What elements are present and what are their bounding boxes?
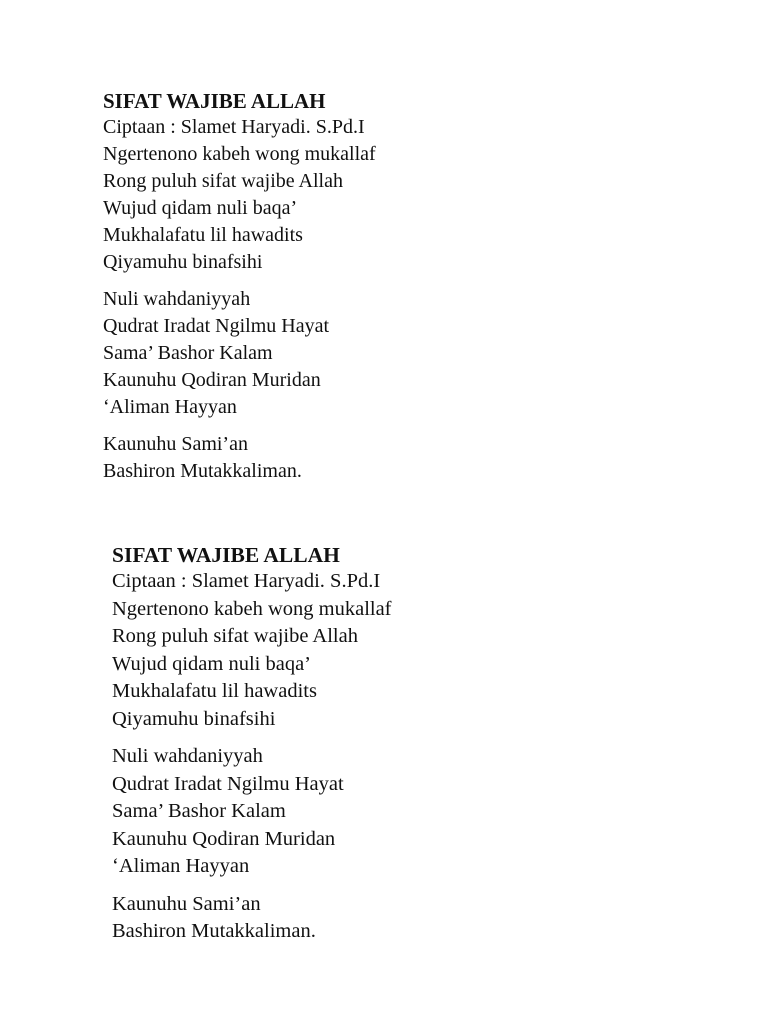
lyric-line: Bashiron Mutakkaliman. — [112, 920, 316, 942]
lyric-line: Qiyamuhu binafsihi — [103, 251, 263, 273]
lyric-title: SIFAT WAJIBE ALLAH — [112, 543, 340, 567]
lyric-line: Kaunuhu Qodiran Muridan — [103, 369, 321, 391]
stanza-spacer — [103, 276, 703, 286]
lyric-line: Ngertenono kabeh wong mukallaf — [112, 597, 392, 620]
lyric-line: Sama’ Bashor Kalam — [103, 342, 273, 364]
lyric-credit: Ciptaan : Slamet Haryadi. S.Pd.I — [103, 116, 365, 138]
lyric-line: Ngertenono kabeh wong mukallaf — [103, 143, 376, 165]
stanza-spacer — [103, 421, 703, 431]
stanza-spacer — [112, 733, 712, 743]
lyric-line: Mukhalafatu lil hawadits — [112, 680, 317, 702]
lyric-line: Sama’ Bashor Kalam — [112, 800, 286, 822]
lyric-line: Qudrat Iradat Ngilmu Hayat — [112, 772, 344, 795]
lyric-block-second — [112, 542, 712, 946]
lyric-line: Qiyamuhu binafsihi — [112, 707, 276, 730]
lyric-line: Mukhalafatu lil hawadits — [103, 224, 303, 246]
lyric-line: Kaunuhu Qodiran Muridan — [112, 827, 336, 850]
lyric-line: Kaunuhu Sami’an — [112, 892, 261, 915]
lyric-block-first — [103, 88, 703, 485]
lyric-line: Wujud qidam nuli baqa’ — [103, 197, 298, 219]
lyric-line: Rong puluh sifat wajibe Allah — [103, 170, 343, 192]
lyric-line: Nuli wahdaniyyah — [112, 745, 263, 767]
lyric-line: Kaunuhu Sami’an — [103, 433, 248, 455]
lyric-line: Bashiron Mutakkaliman. — [103, 460, 302, 482]
lyric-credit: Ciptaan : Slamet Haryadi. S.Pd.I — [112, 570, 381, 592]
lyric-line: ‘Aliman Hayyan — [103, 396, 237, 418]
lyric-line: ‘Aliman Hayyan — [112, 855, 250, 877]
lyric-line: Qudrat Iradat Ngilmu Hayat — [103, 315, 330, 337]
lyric-title: SIFAT WAJIBE ALLAH — [103, 89, 326, 113]
stanza-spacer — [112, 881, 712, 891]
lyric-line: Wujud qidam nuli baqa’ — [112, 652, 312, 675]
lyric-line: Rong puluh sifat wajibe Allah — [112, 625, 358, 647]
lyric-line: Nuli wahdaniyyah — [103, 288, 251, 310]
